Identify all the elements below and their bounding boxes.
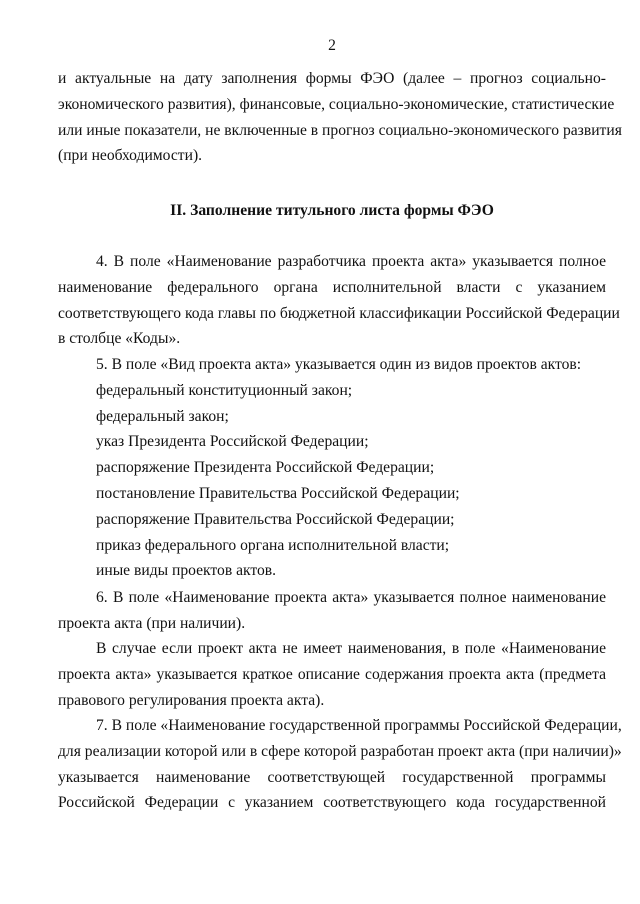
paragraph-item-6-note	[58, 636, 606, 713]
list-item: приказ федерального органа исполнительной власти;	[96, 536, 450, 554]
paragraph-continuation	[58, 66, 622, 169]
paragraph-line: или иные показатели, не включенные в прогноз социально-экономического развития	[58, 121, 622, 139]
paragraph-line: (при необходимости).	[58, 147, 203, 165]
list-item: федеральный конституционный закон;	[96, 381, 353, 399]
paragraph-item-7	[58, 713, 622, 816]
section-heading: II. Заполнение титульного листа формы ФЭО	[170, 202, 494, 219]
list-item: распоряжение Президента Российской Федерации;	[96, 459, 435, 477]
page-number: 2	[328, 37, 336, 54]
paragraph-line: 4. В поле «Наименование разработчика проекта акта» указывается полное	[96, 253, 606, 270]
paragraph-line: в столбце «Коды».	[58, 330, 181, 348]
paragraph-line: наименование федерального органа исполнительной власти с указанием	[58, 278, 606, 296]
paragraph-line: и актуальные на дату заполнения формы ФЭО (далее – прогноз социально-	[58, 70, 606, 87]
paragraph-line: 7. В поле «Наименование государственной программы Российской Федерации,	[96, 717, 622, 734]
paragraph-line: проекта акта (при наличии).	[58, 614, 246, 632]
paragraph-line: 5. В поле «Вид проекта акта» указывается один из видов проектов актов:	[96, 356, 582, 373]
paragraph-item-5	[58, 352, 606, 584]
paragraph-line: правового регулирования проекта акта).	[58, 691, 325, 709]
paragraph-item-4	[58, 249, 620, 352]
paragraph-line: В случае если проект акта не имеет наименования, в поле «Наименование	[96, 640, 606, 657]
paragraph-line: указывается наименование соответствующей государственной программы	[58, 768, 606, 786]
list-item: постановление Правительства Российской Федерации;	[96, 484, 460, 502]
paragraph-line: проекта акта» указывается краткое описание содержания проекта акта (предмета	[58, 665, 606, 683]
paragraph-item-6	[58, 585, 606, 637]
paragraph-line: Российской Федерации с указанием соответствующего кода государственной	[58, 794, 606, 812]
list-item: федеральный закон;	[96, 407, 229, 425]
list-item: иные виды проектов актов.	[96, 562, 277, 580]
list-item: указ Президента Российской Федерации;	[96, 433, 369, 451]
paragraph-line: экономического развития), финансовые, социально-экономические, статистические	[58, 95, 615, 113]
list-item: распоряжение Правительства Российской Федерации;	[96, 510, 455, 528]
paragraph-line: соответствующего кода главы по бюджетной классификации Российской Федерации	[58, 304, 620, 322]
paragraph-line: 6. В поле «Наименование проекта акта» указывается полное наименование	[96, 589, 606, 606]
paragraph-line: для реализации которой или в сфере которой разработан проект акта (при наличии)»	[58, 742, 622, 760]
